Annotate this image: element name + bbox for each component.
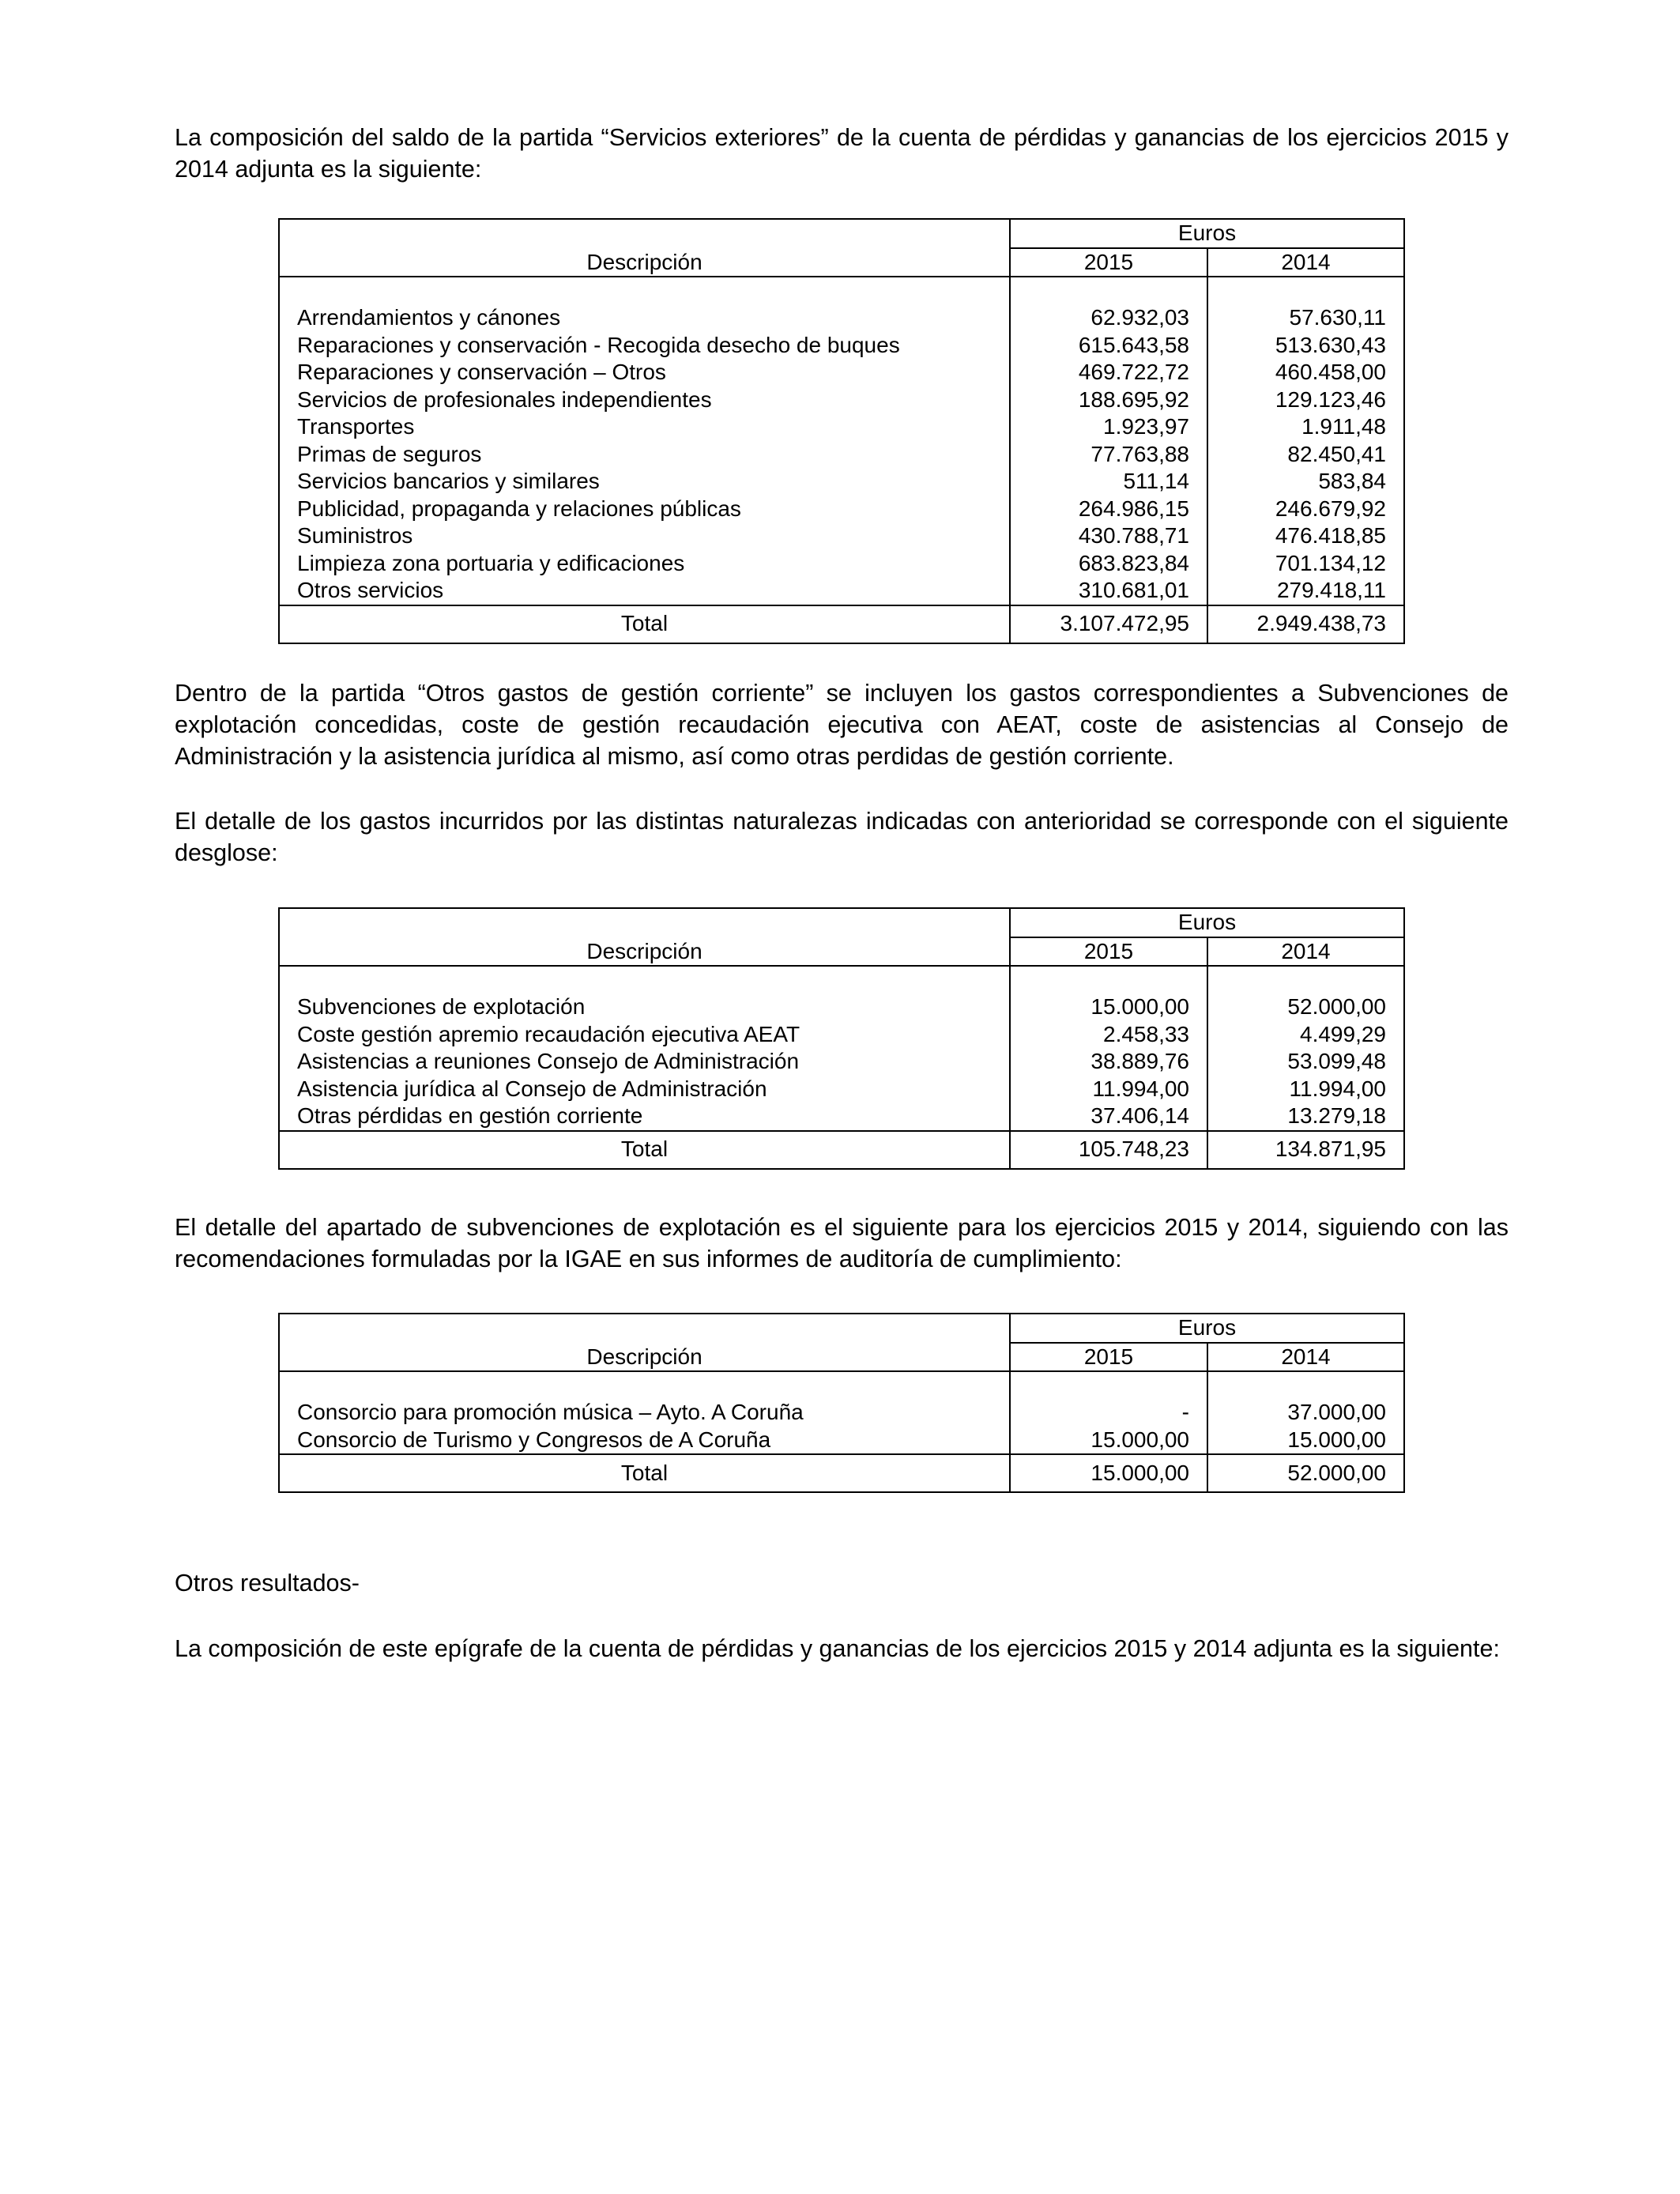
total-label: Total xyxy=(279,605,1010,643)
table-cell-2014: 37.000,00 xyxy=(1287,1400,1386,1424)
paragraph-otros-resultados: La composición de este epígrafe de la cuenta de pérdidas y ganancias de los ejercicios 2015 y 2014 adjunta es la siguiente: xyxy=(175,1635,1500,1662)
column-descripcion xyxy=(279,1371,1010,1454)
table-cell-2015: 15.000,00 xyxy=(1090,994,1189,1019)
table-otros-gastos-gestion xyxy=(278,907,1405,1170)
header-descripcion: Descripción xyxy=(279,1314,1010,1371)
column-2015 xyxy=(1010,966,1207,1131)
table-cell-2015: 38.889,76 xyxy=(1090,1049,1189,1073)
table-cell-2015: 2.458,33 xyxy=(1103,1021,1189,1046)
header-year-2014: 2014 xyxy=(1207,937,1404,967)
table-cell-2015: 430.788,71 xyxy=(1078,523,1189,548)
table-cell-2014: 1.911,48 xyxy=(1301,414,1386,439)
column-2014 xyxy=(1207,277,1404,605)
table-cell-2015: 1.923,97 xyxy=(1103,414,1189,439)
column-2014 xyxy=(1207,966,1404,1131)
table-cell-2015: 77.763,88 xyxy=(1090,441,1189,466)
table-cell-2014: 513.630,43 xyxy=(1275,332,1386,357)
table-cell-2015: 15.000,00 xyxy=(1090,1427,1189,1452)
total-label: Total xyxy=(279,1454,1010,1492)
table-cell-2014: 279.418,11 xyxy=(1276,578,1386,602)
section-heading-otros-resultados: Otros resultados- xyxy=(175,1570,360,1596)
header-descripcion: Descripción xyxy=(279,219,1010,277)
header-year-2015: 2015 xyxy=(1010,937,1207,967)
table-row-desc: Otros servicios xyxy=(297,578,444,602)
table-row-desc: Servicios bancarios y similares xyxy=(297,469,600,493)
table-cell-2014: 13.279,18 xyxy=(1287,1103,1386,1128)
table-row-desc: Otras pérdidas en gestión corriente xyxy=(297,1103,643,1128)
total-label: Total xyxy=(279,1131,1010,1169)
table-cell-2015: 62.932,03 xyxy=(1090,305,1189,330)
table-cell-2014: 15.000,00 xyxy=(1287,1427,1386,1452)
table-cell-2015: 264.986,15 xyxy=(1078,496,1189,521)
intro-paragraph-servicios-exteriores: La composición del saldo de la partida “Servicios exteriores” de la cuenta de pérdidas y ganancias de los ejercicios 2015 y 2014 adjunta es la siguiente: xyxy=(175,124,1509,183)
column-2014 xyxy=(1207,1371,1404,1454)
header-euros: Euros xyxy=(1010,908,1404,937)
total-2014: 2.949.438,73 xyxy=(1207,605,1404,643)
table-cell-2014: 53.099,48 xyxy=(1287,1049,1386,1073)
header-year-2014: 2014 xyxy=(1207,1343,1404,1372)
table-cell-2014: 701.134,12 xyxy=(1275,550,1386,575)
total-2015: 15.000,00 xyxy=(1010,1454,1207,1492)
table-row-desc: Primas de seguros xyxy=(297,441,482,466)
paragraph-otros-gastos: Dentro de la partida “Otros gastos de gestión corriente” se incluyen los gastos correspondientes a Subvenciones de explotación concedidas, coste de gestión recaudación ejecutiva con AEAT, coste de asistencias al Consejo de Administración y la asistencia jurídica al mismo, así como otras perdidas de gestión corriente. xyxy=(175,680,1509,770)
table-subvenciones-explotacion xyxy=(278,1313,1405,1493)
total-2014: 134.871,95 xyxy=(1207,1131,1404,1169)
table-row-desc: Reparaciones y conservación – Otros xyxy=(297,360,666,384)
table-row-desc: Consorcio para promoción música – Ayto. A Coruña xyxy=(297,1400,804,1424)
table-cell-2015: 511,14 xyxy=(1123,469,1189,493)
table-cell-2015: 11.994,00 xyxy=(1092,1076,1189,1101)
table-row-desc: Servicios de profesionales independientes xyxy=(297,386,712,412)
table-servicios-exteriores xyxy=(278,218,1405,644)
table-row-desc: Reparaciones y conservación - Recogida desecho de buques xyxy=(297,332,900,357)
table-row-desc: Subvenciones de explotación xyxy=(297,994,586,1019)
paragraph-subvenciones: El detalle del apartado de subvenciones de explotación es el siguiente para los ejercicios 2015 y 2014, siguiendo con las recomendaciones formuladas por la IGAE en sus informes de auditoría de cumplimiento: xyxy=(175,1214,1509,1272)
table-row-desc: Asistencias a reuniones Consejo de Administración xyxy=(297,1049,800,1073)
table-cell-2014: 246.679,92 xyxy=(1275,496,1386,521)
table-row-desc: Asistencia jurídica al Consejo de Administración xyxy=(297,1076,767,1101)
table-cell-2015: - xyxy=(1181,1400,1189,1424)
table-cell-2015: 310.681,01 xyxy=(1078,578,1189,602)
total-2014: 52.000,00 xyxy=(1207,1454,1404,1492)
column-descripcion xyxy=(279,277,1010,605)
table-cell-2014: 4.499,29 xyxy=(1300,1021,1386,1046)
table-row-desc: Suministros xyxy=(297,523,413,548)
table-row-desc: Arrendamientos y cánones xyxy=(297,305,561,330)
table-cell-2015: 188.695,92 xyxy=(1078,386,1189,412)
table-cell-2014: 52.000,00 xyxy=(1287,994,1386,1019)
table-cell-2014: 11.994,00 xyxy=(1289,1076,1386,1101)
table-row-desc: Limpieza zona portuaria y edificaciones xyxy=(297,550,685,575)
column-2015 xyxy=(1010,1371,1207,1454)
total-2015: 105.748,23 xyxy=(1010,1131,1207,1169)
header-descripcion: Descripción xyxy=(279,908,1010,966)
table-row-desc: Consorcio de Turismo y Congresos de A Coruña xyxy=(297,1427,771,1452)
table-cell-2014: 82.450,41 xyxy=(1287,441,1386,466)
table-cell-2014: 460.458,00 xyxy=(1275,360,1386,384)
header-euros: Euros xyxy=(1010,219,1404,248)
column-descripcion xyxy=(279,966,1010,1131)
table-row-desc: Publicidad, propaganda y relaciones públicas xyxy=(297,496,741,521)
table-row-desc: Transportes xyxy=(297,414,415,439)
table-cell-2015: 683.823,84 xyxy=(1078,550,1189,575)
header-year-2014: 2014 xyxy=(1207,248,1404,277)
table-cell-2014: 583,84 xyxy=(1318,469,1386,493)
header-euros: Euros xyxy=(1010,1314,1404,1343)
paragraph-detalle-gastos: El detalle de los gastos incurridos por las distintas naturalezas indicadas con anterioridad se corresponde con el siguiente desglose: xyxy=(175,808,1509,866)
table-cell-2014: 57.630,11 xyxy=(1289,305,1386,330)
table-cell-2014: 476.418,85 xyxy=(1275,523,1386,548)
header-year-2015: 2015 xyxy=(1010,1343,1207,1372)
table-cell-2015: 469.722,72 xyxy=(1078,360,1189,384)
table-cell-2015: 37.406,14 xyxy=(1090,1103,1189,1128)
table-row-desc: Coste gestión apremio recaudación ejecutiva AEAT xyxy=(297,1021,800,1046)
header-year-2015: 2015 xyxy=(1010,248,1207,277)
column-2015 xyxy=(1010,277,1207,605)
total-2015: 3.107.472,95 xyxy=(1010,605,1207,643)
table-cell-2014: 129.123,46 xyxy=(1275,386,1386,412)
table-cell-2015: 615.643,58 xyxy=(1078,332,1189,357)
